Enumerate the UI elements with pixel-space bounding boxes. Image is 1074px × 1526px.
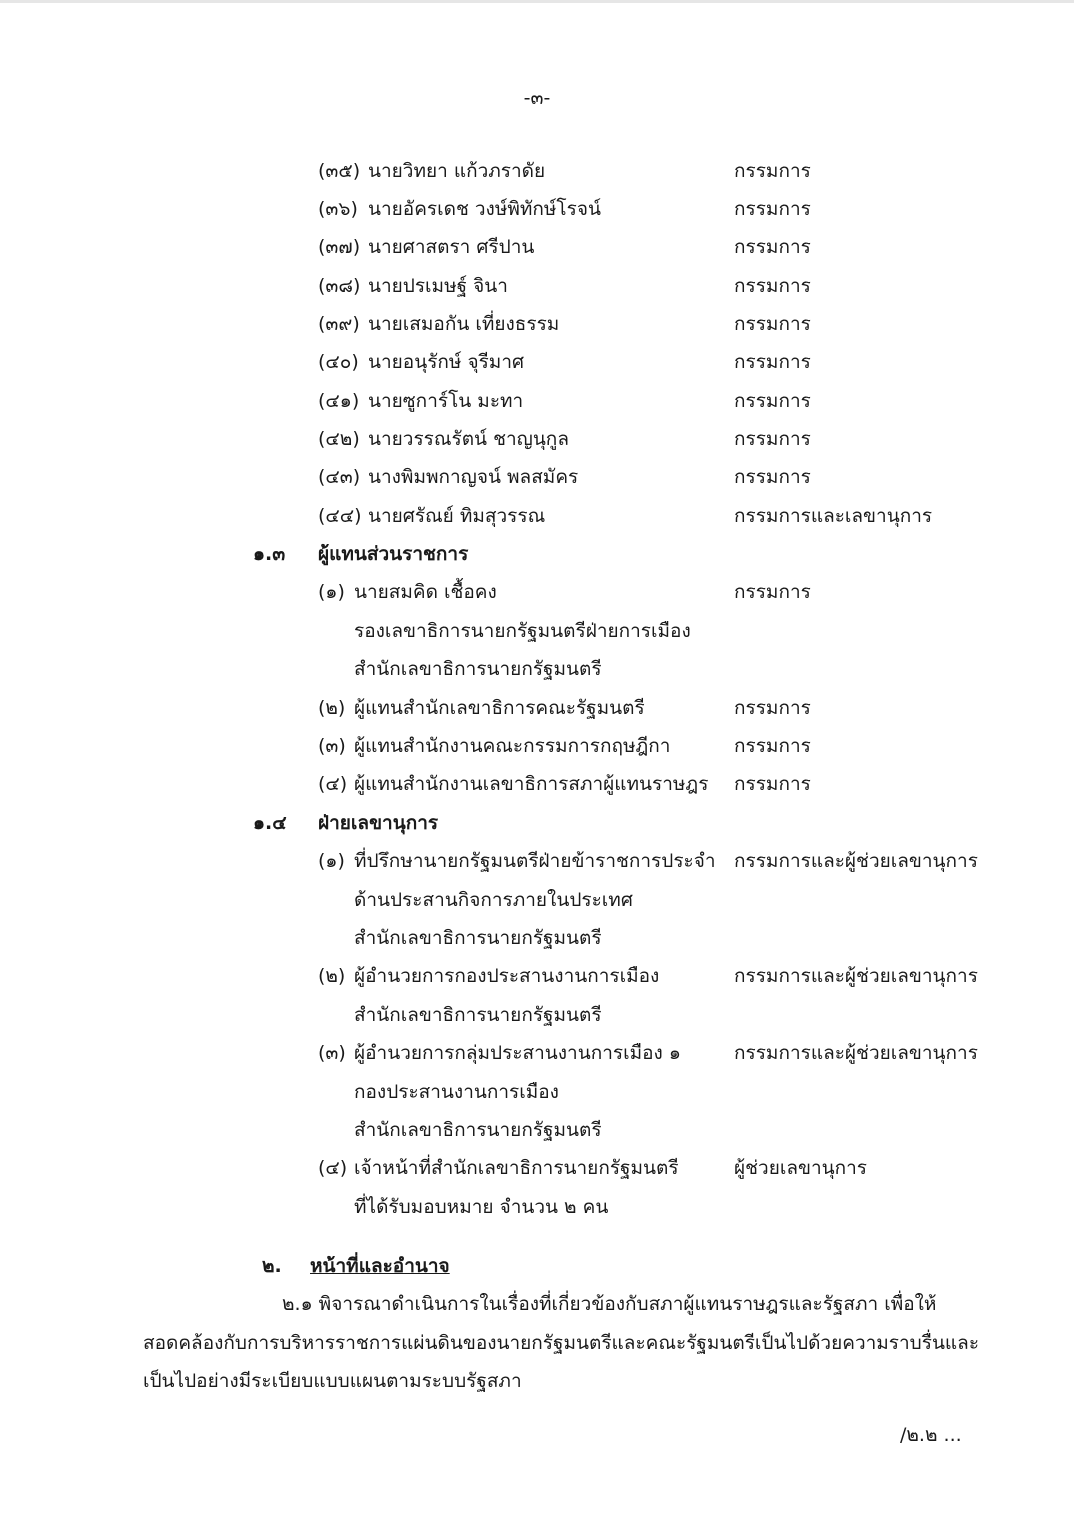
- item-number: (๒): [318, 697, 346, 719]
- item-number: (๑): [318, 850, 345, 872]
- item-text: กองประสานงานการเมือง: [354, 1081, 559, 1103]
- member-name: นายปรเมษฐ์ จินา: [368, 275, 508, 297]
- item-role: กรรมการและผู้ช่วยเลขานุการ: [734, 1042, 978, 1064]
- member-name: นายเสมอกัน เที่ยงธรรม: [368, 313, 560, 335]
- member-role: กรรมการ: [734, 198, 811, 220]
- scan-edge: [0, 0, 1074, 3]
- member-name: นางพิมพกาญจน์ พลสมัคร: [368, 466, 579, 488]
- member-name: นายซูการ์โน มะทา: [368, 390, 524, 412]
- paragraph-line: สอดคล้องกับการบริหารราชการแผ่นดินของนายกรัฐมนตรีและคณะรัฐมนตรีเป็นไปด้วยความราบรื่นและ: [143, 1332, 980, 1354]
- member-number: (๔๐): [318, 351, 359, 373]
- member-name: นายศรัณย์ ทิมสุวรรณ: [368, 505, 546, 527]
- continuation-marker: /๒.๒ ...: [900, 1424, 962, 1446]
- item-role: กรรมการและผู้ช่วยเลขานุการ: [734, 965, 978, 987]
- paragraph-line: เป็นไปอย่างมีระเบียบแบบแผนตามระบบรัฐสภา: [143, 1370, 522, 1392]
- member-role: กรรมการ: [734, 313, 811, 335]
- member-number: (๓๘): [318, 275, 361, 297]
- item-number: (๓): [318, 1042, 346, 1064]
- member-number: (๓๕): [318, 160, 361, 182]
- member-name: นายวิทยา แก้วภราดัย: [368, 160, 546, 182]
- item-text: เจ้าหน้าที่สำนักเลขาธิการนายกรัฐมนตรี: [354, 1157, 679, 1179]
- item-role: ผู้ช่วยเลขานุการ: [734, 1157, 867, 1179]
- section-number: ๒.: [262, 1255, 282, 1277]
- member-role: กรรมการ: [734, 275, 811, 297]
- item-role: กรรมการ: [734, 581, 811, 603]
- item-number: (๑): [318, 581, 345, 603]
- page-number: -๓-: [523, 87, 551, 109]
- item-text: ผู้แทนสำนักงานเลขาธิการสภาผู้แทนราษฎร: [354, 773, 709, 795]
- member-name: นายศาสตรา ศรีปาน: [368, 236, 535, 258]
- section-title: ผู้แทนส่วนราชการ: [318, 543, 469, 565]
- section-number: ๑.๓: [253, 543, 286, 565]
- member-number: (๓๖): [318, 198, 358, 220]
- member-role: กรรมการ: [734, 428, 811, 450]
- item-text: นายสมคิด เชื้อคง: [354, 581, 497, 603]
- item-text: สำนักเลขาธิการนายกรัฐมนตรี: [354, 1119, 602, 1141]
- item-text: สำนักเลขาธิการนายกรัฐมนตรี: [354, 927, 602, 949]
- item-text: ที่ได้รับมอบหมาย จำนวน ๒ คน: [354, 1196, 609, 1218]
- member-number: (๓๙): [318, 313, 360, 335]
- item-text: สำนักเลขาธิการนายกรัฐมนตรี: [354, 658, 602, 680]
- item-role: กรรมการ: [734, 735, 811, 757]
- item-text: ผู้แทนสำนักเลขาธิการคณะรัฐมนตรี: [354, 697, 645, 719]
- member-role: กรรมการ: [734, 390, 811, 412]
- member-role: กรรมการ: [734, 236, 811, 258]
- section-title: หน้าที่และอำนาจ: [310, 1255, 450, 1277]
- section-number: ๑.๔: [253, 812, 287, 834]
- item-text: ผู้อำนวยการกองประสานงานการเมือง: [354, 965, 660, 987]
- member-name: นายอัครเดช วงษ์พิทักษ์โรจน์: [368, 198, 601, 220]
- member-number: (๓๗): [318, 236, 361, 258]
- item-number: (๔): [318, 773, 348, 795]
- member-name: นายวรรณรัตน์ ชาญนุกูล: [368, 428, 569, 450]
- item-role: กรรมการ: [734, 773, 811, 795]
- member-role: กรรมการ: [734, 160, 811, 182]
- member-number: (๔๓): [318, 466, 361, 488]
- paragraph-line: ๒.๑ พิจารณาดำเนินการในเรื่องที่เกี่ยวข้องกับสภาผู้แทนราษฎรและรัฐสภา เพื่อให้: [282, 1293, 937, 1315]
- item-text: ผู้อำนวยการกลุ่มประสานงานการเมือง ๑: [354, 1042, 681, 1064]
- item-text: ผู้แทนสำนักงานคณะกรรมการกฤษฎีกา: [354, 735, 671, 757]
- item-number: (๒): [318, 965, 346, 987]
- item-role: กรรมการและผู้ช่วยเลขานุการ: [734, 850, 978, 872]
- member-role: กรรมการ: [734, 466, 811, 488]
- member-number: (๔๒): [318, 428, 360, 450]
- item-number: (๓): [318, 735, 346, 757]
- member-number: (๔๑): [318, 390, 360, 412]
- item-number: (๔): [318, 1157, 348, 1179]
- item-text: ที่ปรึกษานายกรัฐมนตรีฝ่ายข้าราชการประจำ: [354, 850, 716, 872]
- section-title: ฝ่ายเลขานุการ: [318, 812, 439, 834]
- item-role: กรรมการ: [734, 697, 811, 719]
- member-role: กรรมการและเลขานุการ: [734, 505, 933, 527]
- member-role: กรรมการ: [734, 351, 811, 373]
- member-name: นายอนุรักษ์ จุรีมาศ: [368, 351, 525, 373]
- item-text: รองเลขาธิการนายกรัฐมนตรีฝ่ายการเมือง: [354, 620, 691, 642]
- item-text: สำนักเลขาธิการนายกรัฐมนตรี: [354, 1004, 602, 1026]
- member-number: (๔๔): [318, 505, 362, 527]
- item-text: ด้านประสานกิจการภายในประเทศ: [354, 889, 633, 911]
